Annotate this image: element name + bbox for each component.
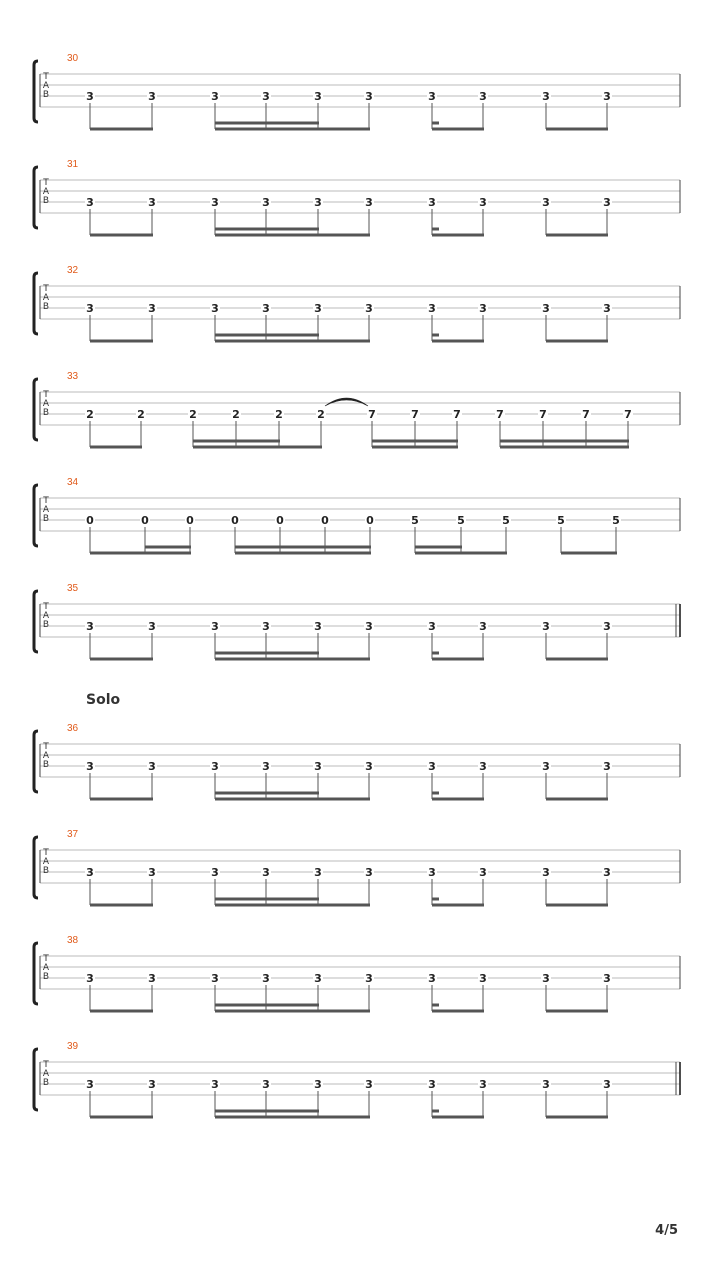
beam [432, 792, 439, 795]
measure-number: 35 [67, 583, 79, 594]
fret-number: 3 [603, 302, 611, 315]
fret-number: 3 [479, 90, 487, 103]
tab-clef-letter: A [42, 963, 50, 973]
beam [235, 552, 371, 555]
fret-number: 3 [262, 196, 270, 209]
fret-number: 3 [314, 302, 322, 315]
system-bracket [34, 167, 38, 228]
fret-number: 2 [232, 408, 240, 421]
system-bracket [34, 485, 38, 546]
fret-number: 0 [366, 514, 374, 527]
fret-number: 7 [368, 408, 376, 421]
fret-number: 3 [148, 972, 156, 985]
measure-number: 36 [67, 723, 79, 734]
fret-number: 3 [365, 866, 373, 879]
fret-number: 3 [428, 760, 436, 773]
fret-number: 3 [542, 972, 550, 985]
fret-number: 3 [479, 196, 487, 209]
fret-number: 5 [557, 514, 565, 527]
fret-number: 5 [612, 514, 620, 527]
fret-number: 3 [211, 620, 219, 633]
tab-clef-letter: T [43, 954, 49, 964]
fret-number: 3 [479, 866, 487, 879]
fret-number: 3 [542, 90, 550, 103]
beam [215, 898, 319, 901]
fret-number: 3 [479, 620, 487, 633]
fret-number: 3 [148, 866, 156, 879]
fret-number: 3 [428, 90, 436, 103]
beam [546, 658, 608, 661]
beam [432, 898, 439, 901]
beam [215, 128, 370, 131]
fret-number: 3 [314, 972, 322, 985]
beam [372, 446, 458, 449]
beam [432, 340, 484, 343]
fret-number: 3 [603, 1078, 611, 1091]
fret-number: 3 [262, 866, 270, 879]
beam [546, 904, 608, 907]
tab-clef-letter: A [42, 293, 50, 303]
fret-number: 3 [428, 866, 436, 879]
fret-number: 3 [314, 1078, 322, 1091]
fret-number: 3 [262, 972, 270, 985]
tab-clef-letter: B [42, 972, 50, 982]
fret-number: 3 [365, 196, 373, 209]
page-number: 4/5 [655, 1223, 678, 1238]
fret-number: 3 [603, 620, 611, 633]
fret-number: 3 [479, 302, 487, 315]
fret-number: 3 [479, 760, 487, 773]
fret-number: 3 [262, 1078, 270, 1091]
tab-clef-letter: T [43, 284, 49, 294]
fret-number: 2 [275, 408, 283, 421]
beam [415, 546, 462, 549]
fret-number: 3 [262, 302, 270, 315]
fret-number: 3 [262, 760, 270, 773]
tab-clef-letter: T [43, 742, 49, 752]
beam [500, 446, 629, 449]
fret-number: 3 [262, 90, 270, 103]
fret-number: 3 [86, 302, 94, 315]
beam [432, 228, 439, 231]
fret-number: 3 [428, 196, 436, 209]
beam [215, 1110, 319, 1113]
beam [215, 798, 370, 801]
fret-number: 3 [603, 196, 611, 209]
tab-clef-letter: B [42, 408, 50, 418]
tab-clef-letter: B [42, 620, 50, 630]
beam [432, 234, 484, 237]
system-bracket [34, 273, 38, 334]
tab-clef-letter: B [42, 90, 50, 100]
beam [90, 658, 153, 661]
tab-clef-letter: B [42, 1078, 50, 1088]
measure-number: 30 [67, 53, 79, 64]
fret-number: 3 [603, 760, 611, 773]
tab-system [34, 1041, 680, 1119]
tab-clef-letter: A [42, 81, 50, 91]
fret-number: 3 [86, 866, 94, 879]
tab-system [34, 583, 680, 661]
fret-number: 3 [542, 1078, 550, 1091]
tab-clef-letter: B [42, 196, 50, 206]
fret-number: 7 [582, 408, 590, 421]
beam [215, 904, 370, 907]
fret-number: 3 [542, 620, 550, 633]
fret-number: 0 [186, 514, 194, 527]
beam [215, 234, 370, 237]
tab-clef-letter: A [42, 399, 50, 409]
beam [546, 340, 608, 343]
fret-number: 2 [189, 408, 197, 421]
fret-number: 3 [314, 196, 322, 209]
tab-clef-letter: T [43, 390, 49, 400]
tab-system [34, 265, 680, 343]
system-bracket [34, 837, 38, 898]
fret-number: 5 [411, 514, 419, 527]
system-bracket [34, 379, 38, 440]
measure-number: 38 [67, 935, 79, 946]
fret-number: 3 [148, 1078, 156, 1091]
fret-number: 3 [314, 620, 322, 633]
beam [215, 652, 319, 655]
fret-number: 3 [479, 1078, 487, 1091]
fret-number: 3 [428, 620, 436, 633]
tab-system [34, 477, 680, 555]
tab-clef-letter: A [42, 751, 50, 761]
fret-number: 3 [542, 196, 550, 209]
fret-number: 3 [86, 972, 94, 985]
fret-number: 0 [231, 514, 239, 527]
fret-number: 3 [262, 620, 270, 633]
system-bracket [34, 591, 38, 652]
fret-number: 3 [148, 90, 156, 103]
beam [215, 334, 319, 337]
beam [193, 446, 322, 449]
tab-clef-letter: T [43, 602, 49, 612]
tab-clef-letter: B [42, 302, 50, 312]
fret-number: 2 [86, 408, 94, 421]
beam [432, 122, 439, 125]
tab-clef-letter: A [42, 187, 50, 197]
measure-number: 34 [67, 477, 79, 488]
fret-number: 3 [365, 302, 373, 315]
fret-number: 3 [314, 90, 322, 103]
beam [90, 1010, 153, 1013]
beam [432, 1116, 484, 1119]
fret-number: 3 [148, 620, 156, 633]
beam [432, 1010, 484, 1013]
tab-clef-letter: T [43, 848, 49, 858]
tab-clef-letter: A [42, 505, 50, 515]
beam [432, 798, 484, 801]
beam [215, 1004, 319, 1007]
beam [546, 234, 608, 237]
beam [90, 128, 153, 131]
fret-number: 3 [603, 866, 611, 879]
fret-number: 3 [428, 972, 436, 985]
fret-number: 7 [624, 408, 632, 421]
fret-number: 3 [542, 760, 550, 773]
fret-number: 3 [211, 196, 219, 209]
beam [432, 652, 439, 655]
fret-number: 3 [148, 760, 156, 773]
tab-clef-letter: A [42, 1069, 50, 1079]
beam [215, 658, 370, 661]
fret-number: 7 [539, 408, 547, 421]
fret-number: 3 [314, 866, 322, 879]
measure-number: 37 [67, 829, 79, 840]
beam [546, 1010, 608, 1013]
fret-number: 0 [276, 514, 284, 527]
fret-number: 3 [86, 90, 94, 103]
beam [215, 1010, 370, 1013]
beam [432, 658, 484, 661]
beam [90, 798, 153, 801]
measure-number: 31 [67, 159, 79, 170]
fret-number: 3 [211, 760, 219, 773]
beam [90, 904, 153, 907]
system-bracket [34, 61, 38, 122]
beam [193, 440, 280, 443]
beam [432, 334, 439, 337]
beam [215, 122, 319, 125]
fret-number: 3 [314, 760, 322, 773]
system-bracket [34, 731, 38, 792]
tab-clef-letter: A [42, 857, 50, 867]
fret-number: 7 [453, 408, 461, 421]
beam [432, 1004, 439, 1007]
fret-number: 7 [411, 408, 419, 421]
beam [561, 552, 617, 555]
beam [546, 128, 608, 131]
fret-number: 3 [365, 760, 373, 773]
fret-number: 3 [428, 1078, 436, 1091]
fret-number: 3 [86, 760, 94, 773]
fret-number: 3 [365, 1078, 373, 1091]
beam [415, 552, 507, 555]
tab-system [34, 692, 680, 801]
section-label: Solo [86, 692, 121, 708]
tab-clef-letter: T [43, 1060, 49, 1070]
beam [500, 440, 629, 443]
fret-number: 3 [603, 90, 611, 103]
system-bracket [34, 1049, 38, 1110]
beam [215, 1116, 370, 1119]
fret-number: 3 [211, 90, 219, 103]
tab-clef-letter: B [42, 866, 50, 876]
tab-clef-letter: B [42, 760, 50, 770]
beam [145, 546, 191, 549]
beam [546, 798, 608, 801]
tab-system [34, 371, 680, 449]
beam [90, 446, 142, 449]
fret-number: 3 [148, 196, 156, 209]
beam [215, 228, 319, 231]
beam [372, 440, 458, 443]
fret-number: 3 [603, 972, 611, 985]
tab-system [34, 159, 680, 237]
measure-number: 32 [67, 265, 79, 276]
fret-number: 3 [211, 972, 219, 985]
fret-number: 0 [321, 514, 329, 527]
beam [90, 340, 153, 343]
beam [432, 904, 484, 907]
fret-number: 3 [365, 972, 373, 985]
fret-number: 3 [148, 302, 156, 315]
fret-number: 3 [365, 90, 373, 103]
tab-clef-letter: B [42, 514, 50, 524]
tab-clef-letter: T [43, 72, 49, 82]
fret-number: 3 [479, 972, 487, 985]
fret-number: 3 [428, 302, 436, 315]
fret-number: 3 [211, 1078, 219, 1091]
measure-number: 39 [67, 1041, 79, 1052]
tab-system [34, 935, 680, 1013]
beam [432, 1110, 439, 1113]
fret-number: 3 [211, 302, 219, 315]
fret-number: 3 [86, 620, 94, 633]
fret-number: 3 [542, 866, 550, 879]
fret-number: 3 [211, 866, 219, 879]
system-bracket [34, 943, 38, 1004]
tab-system [34, 829, 680, 907]
tie-arc [325, 398, 368, 406]
beam [235, 546, 371, 549]
beam [90, 1116, 153, 1119]
beam [546, 1116, 608, 1119]
fret-number: 2 [137, 408, 145, 421]
tab-clef-letter: T [43, 496, 49, 506]
fret-number: 0 [141, 514, 149, 527]
tab-clef-letter: T [43, 178, 49, 188]
fret-number: 5 [502, 514, 510, 527]
beam [215, 340, 370, 343]
beam [90, 234, 153, 237]
fret-number: 0 [86, 514, 94, 527]
fret-number: 7 [496, 408, 504, 421]
fret-number: 3 [365, 620, 373, 633]
fret-number: 5 [457, 514, 465, 527]
beam [90, 552, 191, 555]
tab-clef-letter: A [42, 611, 50, 621]
fret-number: 3 [86, 1078, 94, 1091]
beam [432, 128, 484, 131]
beam [215, 792, 319, 795]
fret-number: 2 [317, 408, 325, 421]
tab-system [34, 53, 680, 131]
fret-number: 3 [86, 196, 94, 209]
fret-number: 3 [542, 302, 550, 315]
measure-number: 33 [67, 371, 79, 382]
